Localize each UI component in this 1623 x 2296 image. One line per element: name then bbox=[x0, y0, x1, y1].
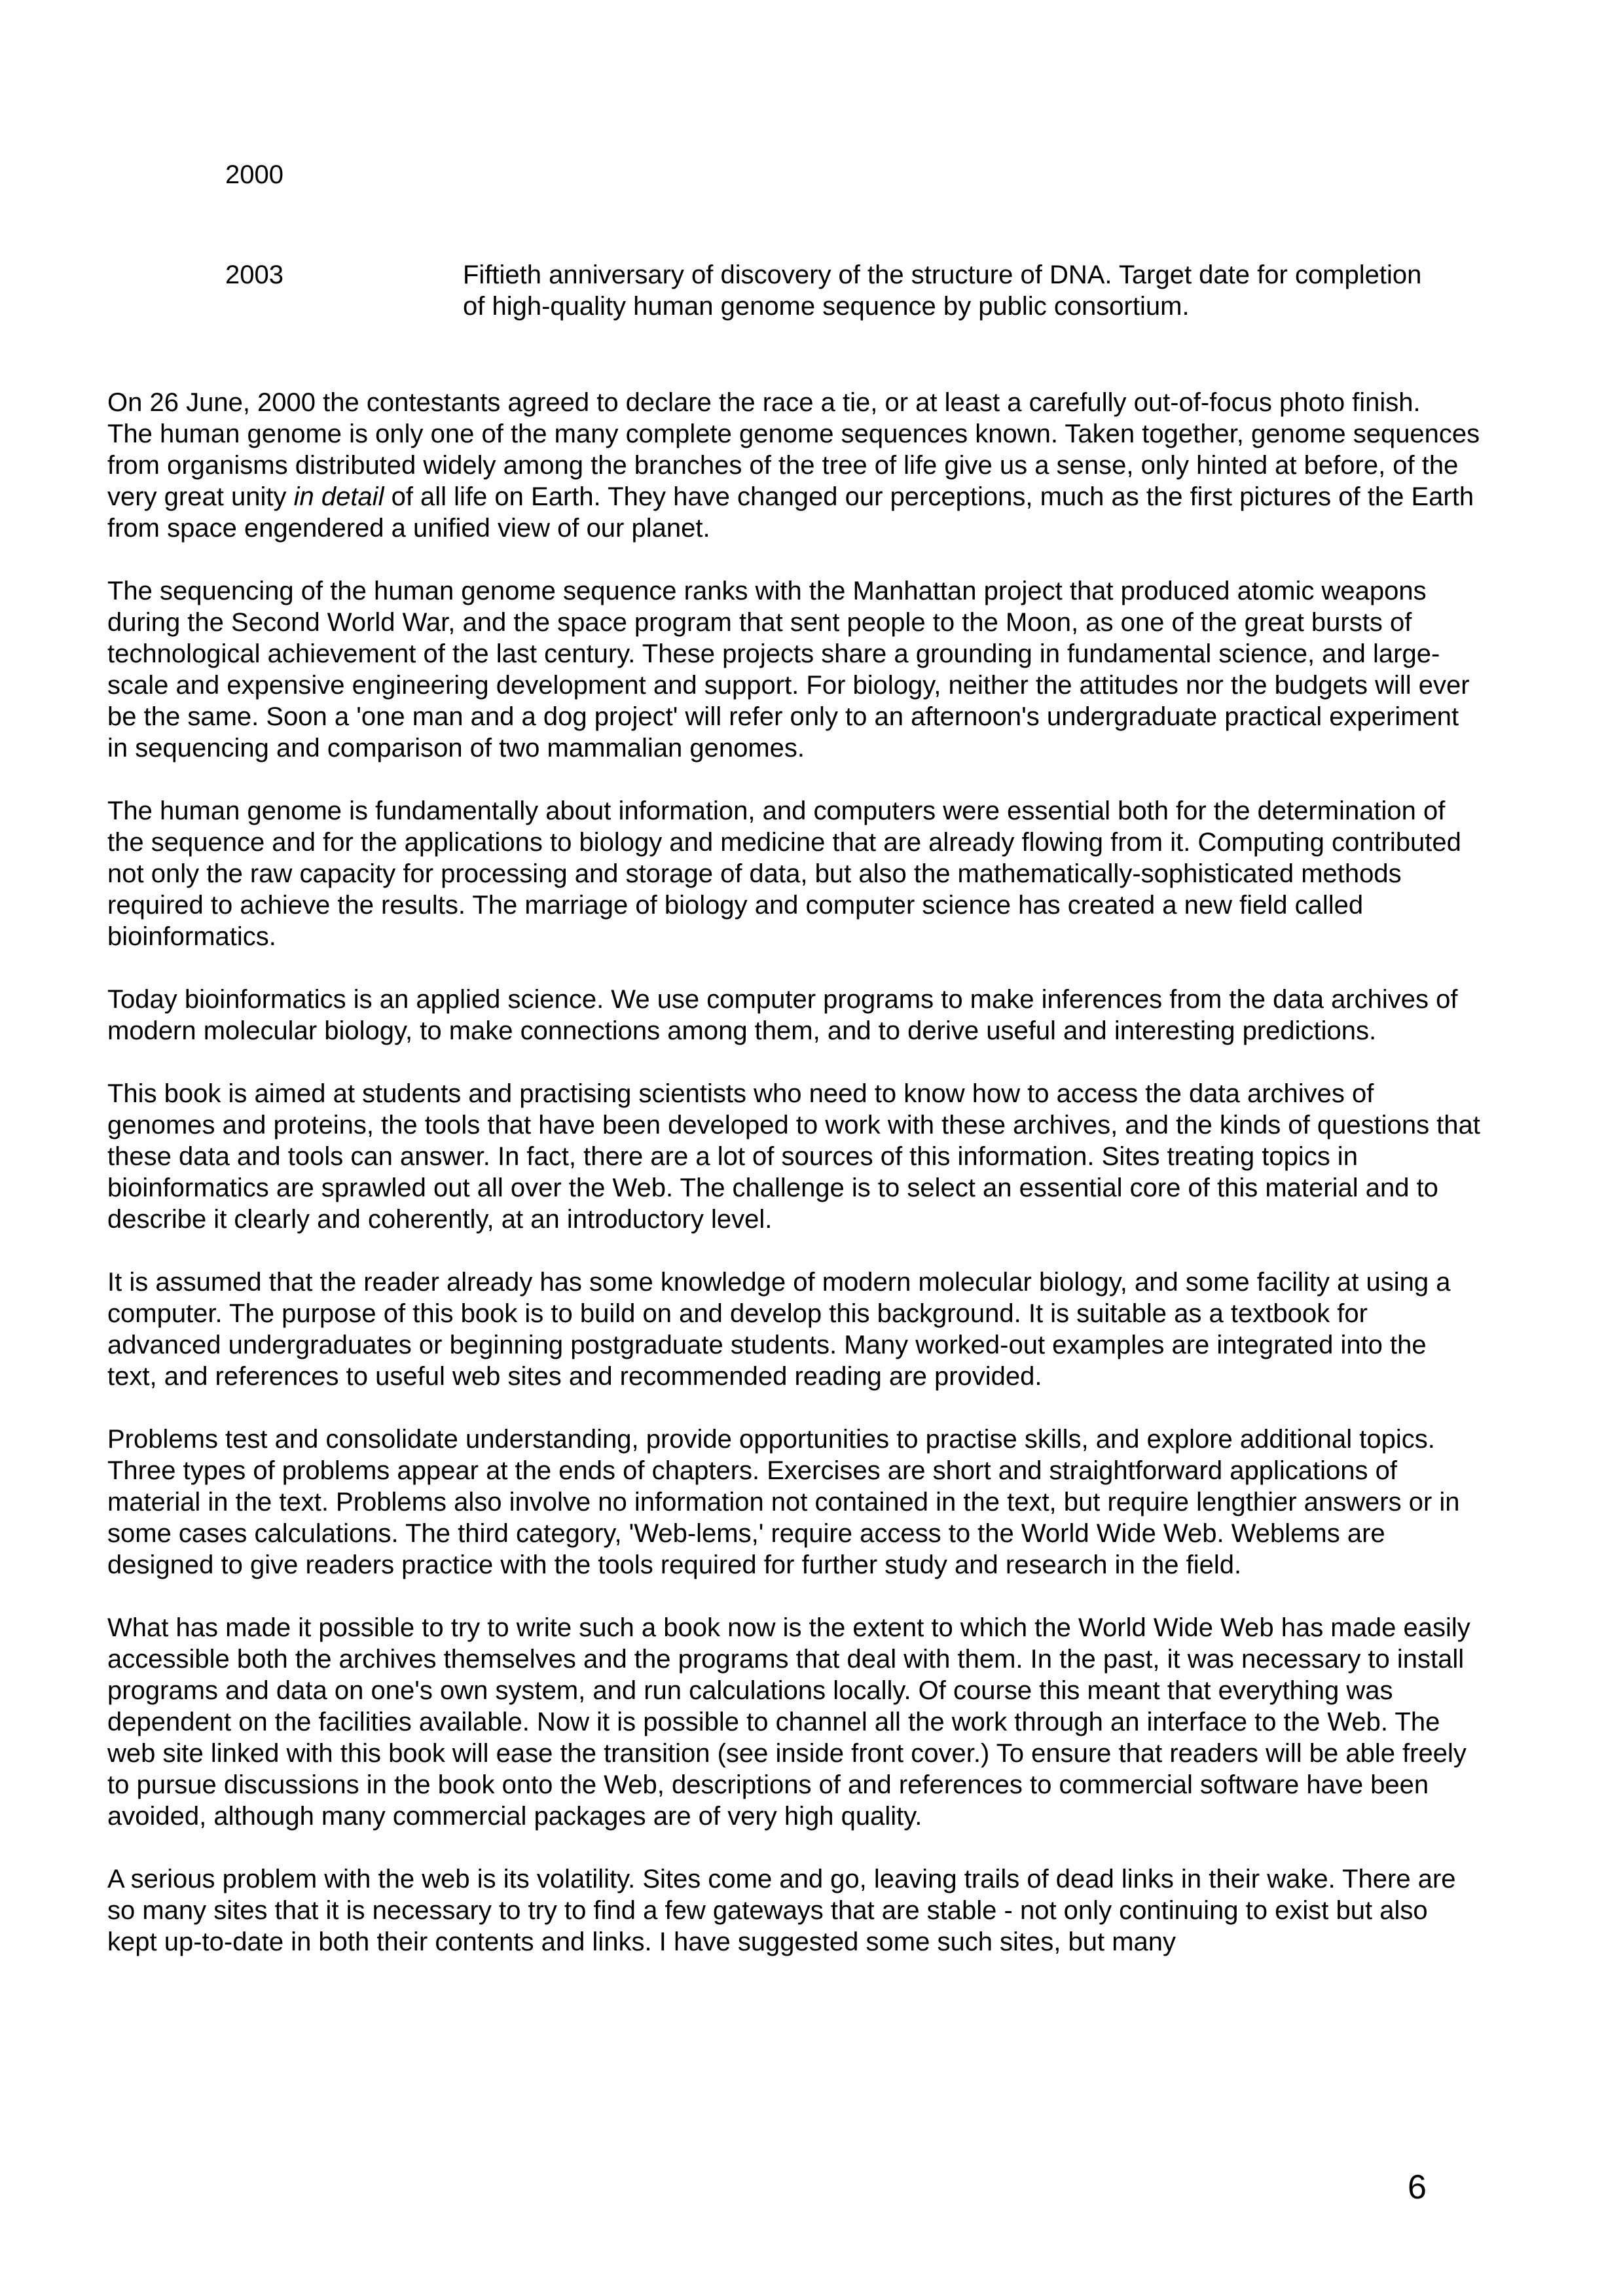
paragraph-information: The human genome is fundamentally about information, and computers were essential both for the determination of the sequence and for the applications to biology and medicine that are already flowing from it. Computing contributed not only the raw capacity for processing and storage of data, but also the mathematically-sophisticated methods required to achieve the results. The marriage of biology and computer science has created a new field called bioinformatics. bbox=[107, 797, 1461, 951]
page-number: 6 bbox=[1408, 2168, 1427, 2206]
paragraph-text: The human genome is only one of the many complete genome sequences known. Taken together, genome sequences from organisms distributed widely among the branches of the tree of life give us a sense, only hinted at before, of the very great unity bbox=[107, 420, 1480, 511]
timeline-year: 2000 bbox=[225, 160, 283, 189]
paragraph-manhattan-project: The sequencing of the human genome sequence ranks with the Manhattan project that produced atomic weapons during the Second World War, and the space program that sent people to the Moon, as one of the great bursts of technological achievement of the last century. These projects share a grounding in fundamental science, and large-scale and expensive engineering development and support. For biology, neither the attitudes nor the budgets will ever be the same. Soon a 'one man and a dog project' will refer only to an afternoon's undergraduate practical experiment in sequencing and comparison of two mammalian genomes. bbox=[107, 577, 1470, 762]
body-text bbox=[107, 387, 1482, 1958]
paragraph-book-aim: This book is aimed at students and practising scientists who need to know how to access the data archives of genomes and proteins, the tools that have been developed to work with these archives, and the kinds of questions that these data and tools can answer. In fact, there are a lot of sources of this information. Sites treating topics in bioinformatics are sprawled out all over the Web. The challenge is to select an essential core of this material and to describe it clearly and coherently, at an introductory level. bbox=[107, 1079, 1480, 1234]
timeline-year: 2003 bbox=[225, 260, 283, 289]
paragraph-web-volatility: A serious problem with the web is its volatility. Sites come and go, leaving trails of dead links in their wake. There are so many sites that it is necessary to try to find a few gateways that are stable - not only continuing to exist but also kept up-to-date in both their contents and links. I have suggested some such sites, but many bbox=[107, 1865, 1456, 1956]
paragraph-applied-science: Today bioinformatics is an applied science. We use computer programs to make inferences from the data archives of modern molecular biology, to make connections among them, and to derive useful and interesting predictions. bbox=[107, 985, 1458, 1045]
paragraph-race-tie: On 26 June, 2000 the contestants agreed to declare the race a tie, or at least a carefully out-of-focus photo finish. bbox=[107, 388, 1421, 417]
emphasis-in-detail: in detail bbox=[293, 482, 384, 511]
paragraph-text: of all life on Earth. They have changed our perceptions, much as the first pictures of the Earth from space engendered a unified view of our planet. bbox=[107, 482, 1474, 543]
paragraph-problems: Problems test and consolidate understanding, provide opportunities to practise skills, and explore additional topics. Three types of problems appear at the ends of chapters. Exercises are short and straightforward applications of material in the text. Problems also involve no information not contained in the text, but require lengthier answers or in some cases calculations. The third category, 'Web-lems,' require access to the World Wide Web. Weblems are designed to give readers practice with the tools required for further study and research in the field. bbox=[107, 1425, 1460, 1579]
paragraph-reader-assumptions: It is assumed that the reader already has some knowledge of modern molecular biology, and some facility at using a computer. The purpose of this book is to build on and develop this background. It is suitable as a textbook for advanced undergraduates or beginning postgraduate students. Many worked-out examples are integrated into the text, and references to useful web sites and recommended reading are provided. bbox=[107, 1268, 1451, 1391]
timeline-description: Fiftieth anniversary of discovery of the structure of DNA. Target date for completion of high-quality human genome sequence by public consortium. bbox=[463, 260, 1422, 321]
paragraph-world-wide-web: What has made it possible to try to write such a book now is the extent to which the World Wide Web has made easily accessible both the archives themselves and the programs that deal with them. In the past, it was necessary to install programs and data on one's own system, and run calculations locally. Of course this meant that everything was dependent on the facilities available. Now it is possible to channel all the work through an interface to the Web. The web site linked with this book will ease the transition (see inside front cover.) To ensure that readers will be able freely to pursue discussions in the book onto the Web, descriptions of and references to commercial software have been avoided, although many commercial packages are of very high quality. bbox=[107, 1613, 1470, 1831]
paragraph-genome-unity bbox=[107, 418, 1482, 544]
